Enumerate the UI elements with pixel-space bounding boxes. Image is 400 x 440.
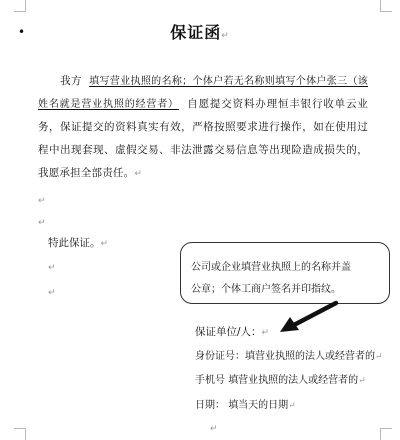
crop-mark-top-left: [14, 0, 26, 12]
callout-line-2: 公章；个体工商户签名并印指纹。: [191, 284, 341, 295]
crop-mark-top-right: [380, 0, 392, 12]
id-number-label: 身份证号：: [195, 351, 245, 362]
date-hint: 填当天的日期: [228, 400, 289, 411]
date-label: 日期：: [195, 400, 225, 411]
bullet-mark: •: [18, 25, 26, 39]
paragraph-mark: ↵: [288, 401, 296, 411]
crop-mark-bottom-left: [14, 428, 26, 440]
id-number-hint: 填营业执照的法人或经营者的: [245, 351, 375, 362]
crop-mark-bottom-right: [380, 428, 392, 440]
date-line: [195, 399, 296, 413]
guarantor-unit-label: 保证单位/人：: [195, 326, 262, 338]
paragraph-mark: ↵: [134, 169, 143, 179]
paragraph-text-start: 我方: [60, 75, 82, 87]
paragraph-mark: ↵: [261, 328, 270, 338]
guarantor-unit-line: [195, 325, 269, 340]
paragraph-text-rest: 自愿提交资料办理恒丰银行收单云业务，保证提交的资料真实有效，严格按照要求进行操作，如在使用过程中出现套现、虚假交易、非法泄露交易信息等出现险造成损失的，我愿承担全部责任。: [38, 98, 369, 179]
closing-text: 特此保证。: [48, 237, 101, 249]
paragraph-mark: ↵: [375, 352, 383, 362]
empty-paragraph-mark: ↵: [48, 288, 56, 298]
paragraph-mark: ↵: [221, 31, 230, 41]
phone-label: 手机号: [195, 375, 225, 386]
phone-line: [195, 374, 366, 388]
empty-paragraph-mark: ↵: [38, 218, 46, 228]
empty-paragraph-mark: ↵: [210, 424, 218, 434]
closing-line: [48, 236, 108, 251]
empty-paragraph-mark: ↵: [48, 263, 56, 273]
paragraph-underlined-fill-in: 填写营业执照的名称；个体户若无名称则填写个体户张三（该姓名就是营业执照的经营者）: [38, 76, 369, 110]
callout-line-1: 公司或企业填营业执照上的名称并盖: [191, 262, 351, 273]
guarantee-paragraph: [38, 70, 368, 186]
arrow-icon: [278, 300, 340, 336]
paragraph-mark: ↵: [100, 239, 109, 249]
id-number-line: [195, 350, 383, 364]
document-title: [0, 20, 400, 43]
document-title-text: 保证函: [170, 23, 222, 42]
empty-paragraph-mark: ↵: [38, 196, 46, 206]
paragraph-mark: ↵: [358, 376, 366, 386]
phone-hint: 填营业执照的法人或经营者的: [228, 375, 359, 386]
instruction-callout: [180, 242, 390, 304]
